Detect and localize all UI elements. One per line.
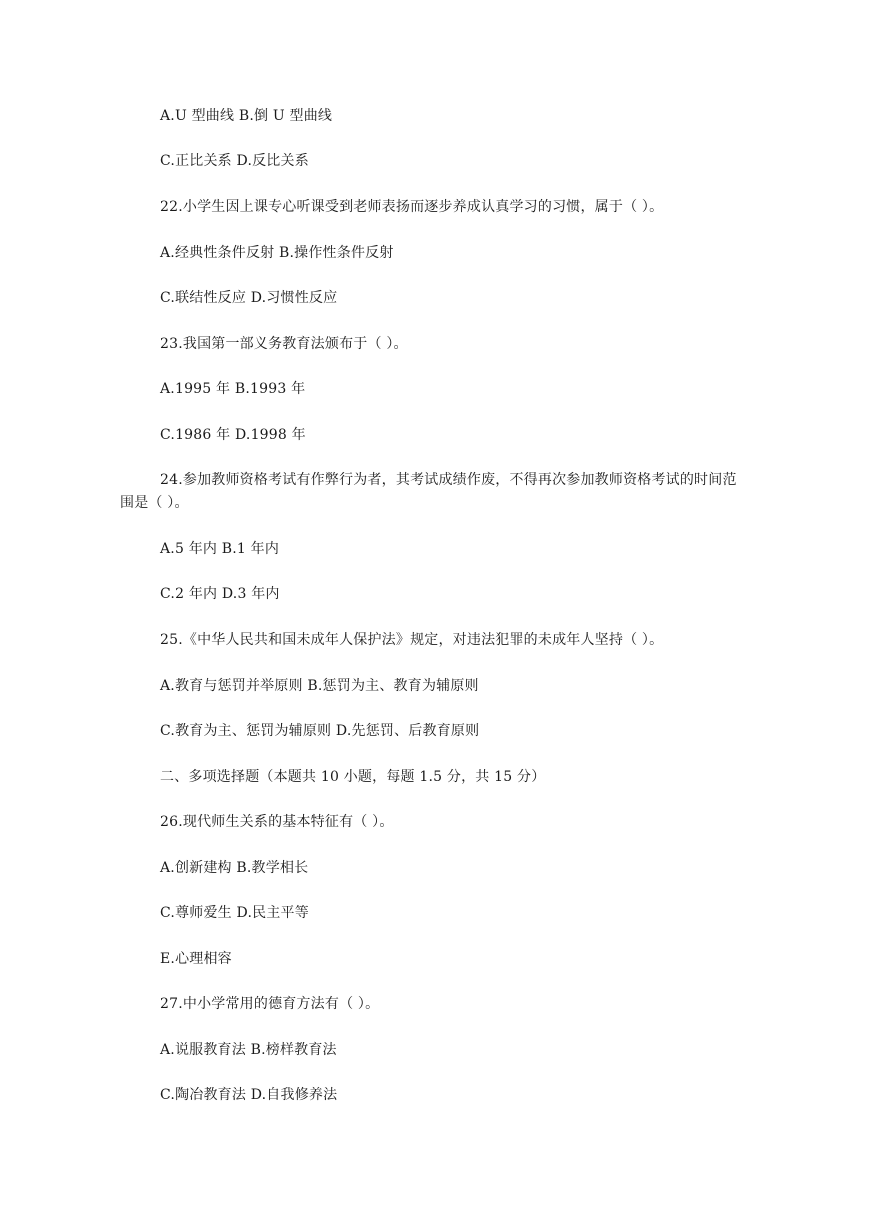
option-line-23-ab: A.1995 年 B.1993 年 [160,381,306,397]
option-line-23-cd: C.1986 年 D.1998 年 [160,427,306,443]
question-23: 23.我国第一部义务教育法颁布于（ ）。 [160,336,408,352]
option-line-24-ab: A.5 年内 B.1 年内 [160,541,280,557]
option-line-21-ab: A.U 型曲线 B.倒 U 型曲线 [160,108,333,124]
option-line-26-e: E.心理相容 [160,951,232,967]
option-line-22-ab: A.经典性条件反射 B.操作性条件反射 [160,245,394,261]
question-26: 26.现代师生关系的基本特征有（ ）。 [160,814,394,830]
question-25: 25.《中华人民共和国未成年人保护法》规定，对违法犯罪的未成年人坚持（ ）。 [160,632,664,648]
option-line-26-cd: C.尊师爱生 D.民主平等 [160,905,309,921]
option-line-26-ab: A.创新建构 B.教学相长 [160,860,309,876]
option-line-25-ab: A.教育与惩罚并举原则 B.惩罚为主、教育为辅原则 [160,678,479,694]
option-line-25-cd: C.教育为主、惩罚为辅原则 D.先惩罚、后教育原则 [160,723,480,739]
option-line-24-cd: C.2 年内 D.3 年内 [160,586,280,602]
option-line-21-cd: C.正比关系 D.反比关系 [160,153,309,169]
section-heading-multiple-choice: 二、多项选择题（本题共 10 小题，每题 1.5 分，共 15 分） [160,769,546,785]
question-24: 24.参加教师资格考试有作弊行为者，其考试成绩作废，不得再次参加教师资格考试的时间范围是（ ）。 [120,472,737,511]
option-line-22-cd: C.联结性反应 D.习惯性反应 [160,290,338,306]
option-line-27-ab: A.说服教育法 B.榜样教育法 [160,1042,337,1058]
question-27: 27.中小学常用的德育方法有（ ）。 [160,996,380,1012]
option-line-27-cd: C.陶冶教育法 D.自我修养法 [160,1087,338,1103]
question-22: 22.小学生因上课专心听课受到老师表扬而逐步养成认真学习的习惯，属于（ ）。 [160,199,664,215]
